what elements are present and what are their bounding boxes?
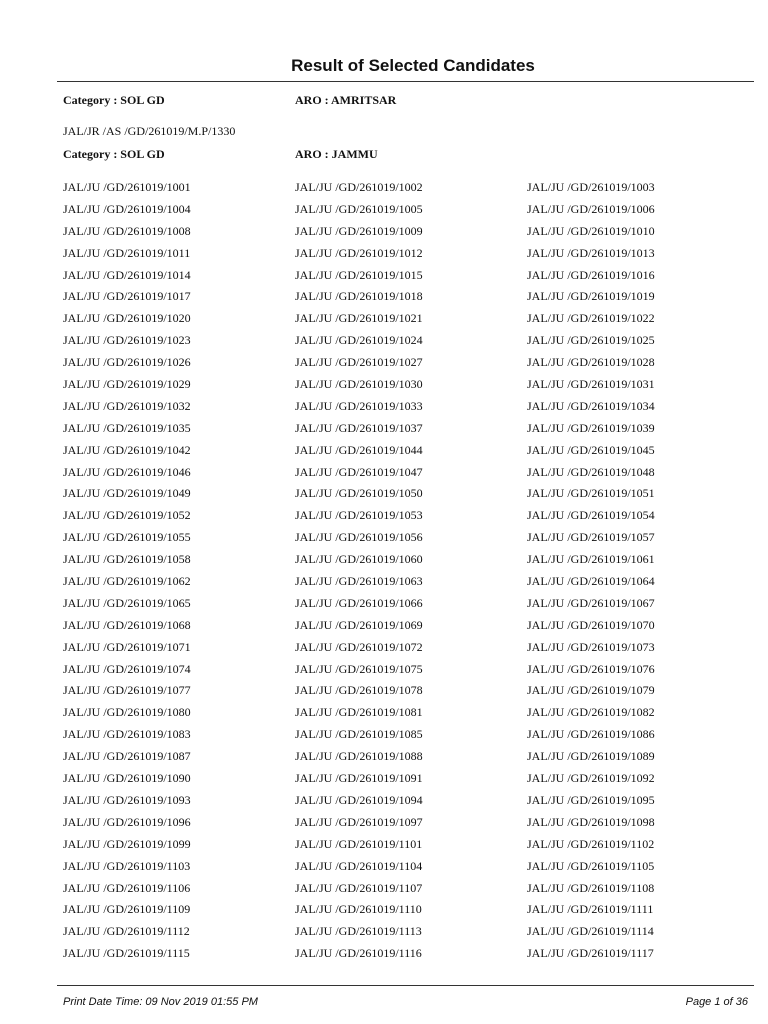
roll-number-entry: JAL/JU /GD/261019/1001 [63, 180, 191, 194]
roll-number-entry: JAL/JU /GD/261019/1024 [295, 333, 423, 348]
roll-number-entry: JAL/JU /GD/261019/1034 [527, 398, 655, 413]
roll-number-entry: JAL/JU /GD/261019/1101 [295, 836, 423, 851]
roll-number-entry: JAL/JU /GD/261019/1090 [63, 771, 191, 786]
roll-number-entry: JAL/JU /GD/261019/1116 [295, 946, 422, 961]
roll-number-entry: JAL/JU /GD/261019/1064 [527, 574, 655, 589]
roll-number-entry: JAL/JU /GD/261019/1006 [527, 201, 655, 216]
page-title: Result of Selected Candidates [291, 56, 535, 75]
page-number: Page 1 of 36 [685, 996, 748, 1008]
roll-number-entry: JAL/JU /GD/261019/1086 [527, 727, 655, 742]
roll-number-entry: JAL/JU /GD/261019/1018 [295, 289, 423, 304]
roll-number-entry: JAL/JU /GD/261019/1070 [527, 617, 655, 632]
roll-number-entry: JAL/JU /GD/261019/1091 [295, 771, 423, 786]
roll-number-entry: JAL/JU /GD/261019/1037 [295, 420, 423, 435]
roll-number-entry: JAL/JU /GD/261019/1117 [527, 946, 654, 961]
roll-number-entry: JAL/JU /GD/261019/1062 [63, 574, 191, 589]
roll-number-entry: JAL/JU /GD/261019/1020 [63, 311, 191, 326]
roll-number-entry: JAL/JU /GD/261019/1003 [527, 180, 655, 194]
roll-number-entry: JAL/JU /GD/261019/1115 [63, 946, 190, 961]
roll-number-grid [63, 180, 763, 968]
roll-number-entry: JAL/JU /GD/261019/1095 [527, 792, 655, 807]
roll-number-entry: JAL/JU /GD/261019/1113 [295, 924, 422, 939]
roll-number-entry: JAL/JU /GD/261019/1061 [527, 552, 655, 567]
roll-number-entry: JAL/JU /GD/261019/1012 [295, 245, 423, 260]
roll-number-entry: JAL/JU /GD/261019/1017 [63, 289, 191, 304]
roll-number-entry: JAL/JU /GD/261019/1022 [527, 311, 655, 326]
roll-number-entry: JAL/JU /GD/261019/1112 [63, 924, 190, 939]
roll-number-entry: JAL/JU /GD/261019/1102 [527, 836, 655, 851]
roll-number-entry: JAL/JU /GD/261019/1028 [527, 355, 655, 370]
roll-number-entry: JAL/JU /GD/261019/1106 [63, 880, 191, 895]
roll-number-entry: JAL/JU /GD/261019/1089 [527, 749, 655, 764]
footer-divider [57, 985, 754, 986]
roll-number-entry: JAL/JU /GD/261019/1008 [63, 223, 191, 238]
roll-number-entry: JAL/JU /GD/261019/1066 [295, 595, 423, 610]
print-date-time: Print Date Time: 09 Nov 2019 01:55 PM [63, 996, 258, 1008]
roll-number-entry: JAL/JU /GD/261019/1002 [295, 180, 423, 194]
roll-number-entry: JAL/JU /GD/261019/1033 [295, 398, 423, 413]
roll-number-entry: JAL/JU /GD/261019/1014 [63, 267, 191, 282]
roll-number-entry: JAL/JU /GD/261019/1004 [63, 201, 191, 216]
roll-number-entry: JAL/JU /GD/261019/1035 [63, 420, 191, 435]
roll-number-entry: JAL/JU /GD/261019/1074 [63, 661, 191, 676]
roll-number-entry: JAL/JU /GD/261019/1063 [295, 574, 423, 589]
roll-number-entry: JAL/JU /GD/261019/1099 [63, 836, 191, 851]
roll-number-entry: JAL/JU /GD/261019/1078 [295, 683, 423, 698]
roll-number-entry: JAL/JU /GD/261019/1097 [295, 814, 423, 829]
roll-number-entry: JAL/JU /GD/261019/1080 [63, 705, 191, 720]
roll-number-entry: JAL/JU /GD/261019/1104 [295, 858, 423, 873]
roll-number-entry: JAL/JU /GD/261019/1087 [63, 749, 191, 764]
roll-number-entry: JAL/JU /GD/261019/1031 [527, 377, 655, 392]
roll-number-entry: JAL/JU /GD/261019/1013 [527, 245, 655, 260]
roll-number-entry: JAL/JU /GD/261019/1049 [63, 486, 191, 501]
roll-number-entry: JAL/JU /GD/261019/1075 [295, 661, 423, 676]
roll-number-entry: JAL/JU /GD/261019/1047 [295, 464, 423, 479]
roll-number-entry: JAL/JU /GD/261019/1052 [63, 508, 191, 523]
roll-number-entry: JAL/JU /GD/261019/1069 [295, 617, 423, 632]
roll-number-entry: JAL/JU /GD/261019/1029 [63, 377, 191, 392]
aro-label: ARO : JAMMU [295, 147, 378, 161]
roll-number-entry: JAL/JU /GD/261019/1111 [527, 902, 654, 917]
roll-number-entry: JAL/JU /GD/261019/1055 [63, 530, 191, 545]
roll-number-entry: JAL/JU /GD/261019/1009 [295, 223, 423, 238]
roll-number-entry: JAL/JU /GD/261019/1042 [63, 442, 191, 457]
roll-number-entry: JAL/JU /GD/261019/1105 [527, 858, 655, 873]
roll-number-entry: JAL/JU /GD/261019/1011 [63, 245, 191, 260]
roll-number-entry: JAL/JU /GD/261019/1019 [527, 289, 655, 304]
roll-number-entry: JAL/JU /GD/261019/1114 [527, 924, 654, 939]
category-label: Category : SOL GD [63, 93, 165, 107]
roll-number-entry: JAL/JU /GD/261019/1060 [295, 552, 423, 567]
roll-number-entry: JAL/JU /GD/261019/1079 [527, 683, 655, 698]
roll-number-entry: JAL/JU /GD/261019/1053 [295, 508, 423, 523]
roll-number-entry: JAL/JU /GD/261019/1021 [295, 311, 423, 326]
roll-number-entry: JAL/JU /GD/261019/1025 [527, 333, 655, 348]
roll-number-entry: JAL/JU /GD/261019/1094 [295, 792, 423, 807]
roll-number-entry: JAL/JU /GD/261019/1088 [295, 749, 423, 764]
roll-number-entry: JAL/JU /GD/261019/1056 [295, 530, 423, 545]
roll-number-entry: JAL/JU /GD/261019/1103 [63, 858, 191, 873]
roll-number-entry: JAL/JU /GD/261019/1108 [527, 880, 655, 895]
roll-number-entry: JAL/JU /GD/261019/1073 [527, 639, 655, 654]
roll-number-entry: JAL/JU /GD/261019/1030 [295, 377, 423, 392]
roll-number-entry: JAL/JU /GD/261019/1023 [63, 333, 191, 348]
roll-number-entry: JAL/JU /GD/261019/1027 [295, 355, 423, 370]
roll-number-entry: JAL/JU /GD/261019/1109 [63, 902, 191, 917]
roll-number-entry: JAL/JU /GD/261019/1107 [295, 880, 423, 895]
roll-number-entry: JAL/JU /GD/261019/1048 [527, 464, 655, 479]
roll-number-entry: JAL/JU /GD/261019/1057 [527, 530, 655, 545]
roll-number-entry: JAL/JU /GD/261019/1051 [527, 486, 655, 501]
roll-number-entry: JAL/JU /GD/261019/1045 [527, 442, 655, 457]
roll-number-entry: JAL/JU /GD/261019/1068 [63, 617, 191, 632]
roll-number-entry: JAL/JU /GD/261019/1072 [295, 639, 423, 654]
roll-number-entry: JAL/JU /GD/261019/1046 [63, 464, 191, 479]
roll-number-entry: JAL/JU /GD/261019/1085 [295, 727, 423, 742]
aro-label: ARO : AMRITSAR [295, 93, 397, 107]
roll-number-entry: JAL/JU /GD/261019/1058 [63, 552, 191, 567]
roll-number-entry: JAL/JU /GD/261019/1110 [295, 902, 422, 917]
roll-number-entry: JAL/JU /GD/261019/1039 [527, 420, 655, 435]
roll-number-entry: JAL/JU /GD/261019/1083 [63, 727, 191, 742]
roll-number-entry: JAL/JU /GD/261019/1044 [295, 442, 423, 457]
roll-number-entry: JAL/JU /GD/261019/1076 [527, 661, 655, 676]
roll-number-entry: JAL/JU /GD/261019/1050 [295, 486, 423, 501]
roll-number-entry: JAL/JU /GD/261019/1096 [63, 814, 191, 829]
roll-number-entry: JAL/JU /GD/261019/1071 [63, 639, 191, 654]
roll-number-entry: JAL/JR /AS /GD/261019/M.P/1330 [63, 124, 236, 138]
roll-number-entry: JAL/JU /GD/261019/1026 [63, 355, 191, 370]
roll-number-entry: JAL/JU /GD/261019/1010 [527, 223, 655, 238]
roll-number-entry: JAL/JU /GD/261019/1082 [527, 705, 655, 720]
roll-number-entry: JAL/JU /GD/261019/1016 [527, 267, 655, 282]
roll-number-entry: JAL/JU /GD/261019/1098 [527, 814, 655, 829]
roll-number-entry: JAL/JU /GD/261019/1093 [63, 792, 191, 807]
roll-number-entry: JAL/JU /GD/261019/1065 [63, 595, 191, 610]
category-label: Category : SOL GD [63, 147, 165, 161]
roll-number-entry: JAL/JU /GD/261019/1015 [295, 267, 423, 282]
roll-number-entry: JAL/JU /GD/261019/1067 [527, 595, 655, 610]
roll-number-entry: JAL/JU /GD/261019/1005 [295, 201, 423, 216]
roll-number-entry: JAL/JU /GD/261019/1032 [63, 398, 191, 413]
title-divider [57, 81, 754, 82]
roll-number-entry: JAL/JU /GD/261019/1054 [527, 508, 655, 523]
roll-number-entry: JAL/JU /GD/261019/1081 [295, 705, 423, 720]
roll-number-entry: JAL/JU /GD/261019/1077 [63, 683, 191, 698]
roll-number-entry: JAL/JU /GD/261019/1092 [527, 771, 655, 786]
